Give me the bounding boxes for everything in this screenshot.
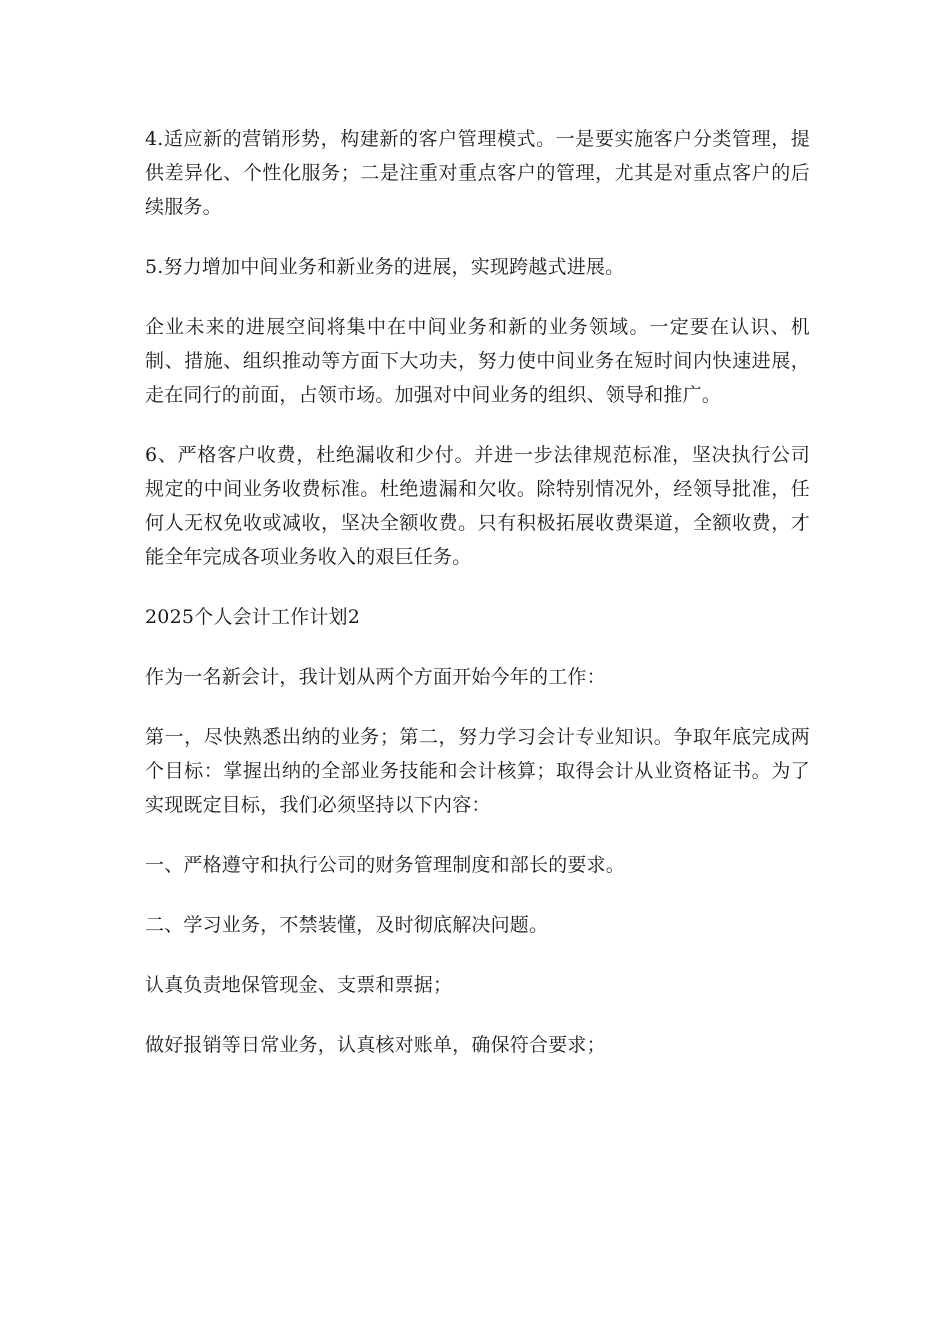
paragraph-intermediate-business-heading: 5.努力增加中间业务和新业务的进展，实现跨越式进展。	[145, 256, 625, 278]
paragraph-customer-management: 4.适应新的营销形势，构建新的客户管理模式。一是要实施客户分类管理，提供差异化、个性化服务；二是注重对重点客户的管理，尤其是对重点客户的后续服务。	[145, 128, 810, 218]
list-item-one: 一、严格遵守和执行公司的财务管理制度和部长的要求。	[145, 854, 626, 876]
list-item-two: 二、学习业务，不禁装懂，及时彻底解决问题。	[145, 914, 549, 936]
paragraph-goals: 第一，尽快熟悉出纳的业务；第二，努力学习会计专业知识。争取年底完成两个目标：掌握出纳的全部业务技能和会计核算；取得会计从业资格证书。为了实现既定目标，我们必须坚持以下内容：	[145, 726, 810, 816]
paragraph-reimbursement: 做好报销等日常业务，认真核对账单，确保符合要求；	[145, 1034, 606, 1056]
paragraph-cash-custody: 认真负责地保管现金、支票和票据；	[145, 974, 453, 996]
section-title-plan-2: 2025个人会计工作计划2	[145, 606, 361, 628]
paragraph-new-accountant-intro: 作为一名新会计，我计划从两个方面开始今年的工作：	[145, 666, 606, 688]
paragraph-future-development: 企业未来的进展空间将集中在中间业务和新的业务领域。一定要在认识、机制、措施、组织推动等方面下大功夫，努力使中间业务在短时间内快速进展，走在同行的前面，占领市场。加强对中间业务的组织、领导和推广。	[145, 316, 810, 406]
paragraph-strict-fees: 6、严格客户收费，杜绝漏收和少付。并进一步法律规范标准，坚决执行公司规定的中间业务收费标准。杜绝遗漏和欠收。除特别情况外，经领导批准，任何人无权免收或减收，坚决全额收费。只有积极拓展收费渠道，全额收费，才能全年完成各项业务收入的艰巨任务。	[145, 444, 810, 568]
document-body	[145, 122, 810, 1062]
